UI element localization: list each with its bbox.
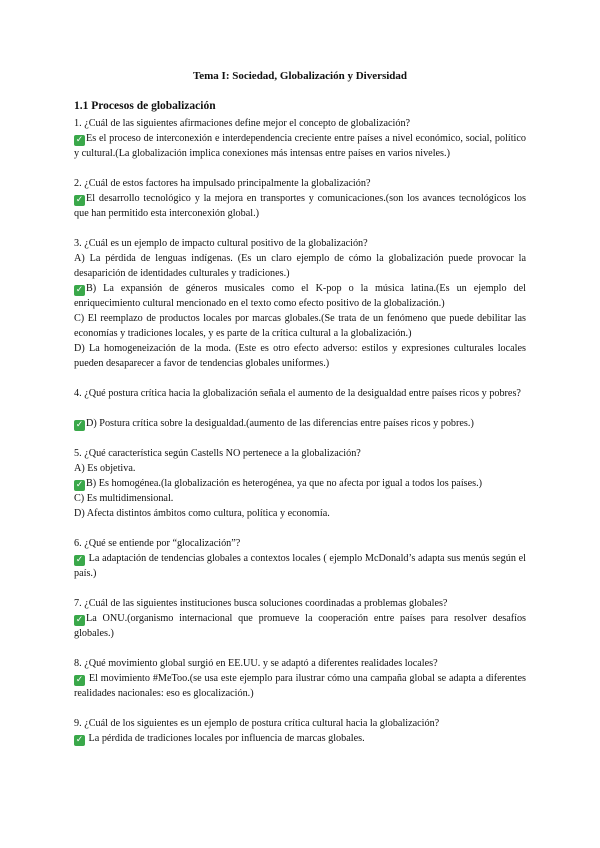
answer-correct: ✓ D) Postura crítica sobre la desigualdad.(aumento de las diferencias entre países ricos y pobres.): [75, 418, 474, 430]
answer-correct: ✓ La pérdida de tradiciones locales por influencia de marcas globales.: [75, 733, 365, 745]
check-icon: ✓: [75, 735, 84, 745]
option-b-correct: ✓ B) Es homogénea.(la globalización es heterogénea, ya que no afecta por igual a todos los países.): [75, 478, 483, 490]
option-d: D) Afecta distintos ámbitos como cultura, política y economía.: [74, 508, 330, 519]
option-b-correct: ✓ B) La expansión de géneros musicales como el K-pop o la música latina.(Es un ejemplo del enriquecimiento cultural mencionado en el texto como efecto positivo de la globalización.): [74, 283, 526, 309]
question-text: 4. ¿Qué postura crítica hacia la globalización señala el aumento de la desigualdad entre países ricos y pobres?: [74, 388, 521, 399]
section-heading: 1.1 Procesos de globalización: [74, 100, 216, 112]
check-icon: ✓: [75, 420, 84, 430]
document-title: Tema I: Sociedad, Globalización y Diversidad: [192, 70, 408, 82]
option-d: D) La homogeneización de la moda. (Este es otro efecto adverso: estilos y expresiones culturales locales pueden desaparecer a favor de tendencias globales uniformes.): [74, 343, 526, 369]
check-icon: ✓: [75, 555, 84, 565]
option-a: A) La pérdida de lenguas indígenas. (Es un claro ejemplo de cómo la globalización puede provocar la desaparición de identidades culturales y tradiciones.): [74, 253, 526, 279]
question-4: [74, 386, 526, 431]
question-9: [74, 716, 526, 746]
check-icon: ✓: [75, 195, 84, 205]
option-c: C) Es multidimensional.: [74, 493, 174, 504]
question-8: [74, 656, 526, 701]
answer-correct: ✓ La ONU.(organismo internacional que promueve la cooperación entre países para resolver desafíos globales.): [74, 613, 526, 639]
question-text: 6. ¿Qué se entiende por “glocalización”?: [74, 538, 241, 549]
question-text: 3. ¿Cuál es un ejemplo de impacto cultural positivo de la globalización?: [74, 238, 368, 249]
question-1: [74, 116, 526, 161]
question-text: 2. ¿Cuál de estos factores ha impulsado principalmente la globalización?: [74, 178, 371, 189]
question-5: [74, 446, 526, 521]
check-icon: ✓: [75, 615, 84, 625]
check-icon: ✓: [75, 480, 84, 490]
question-text: 8. ¿Qué movimiento global surgió en EE.UU. y se adaptó a diferentes realidades locales?: [74, 658, 438, 669]
option-a: A) Es objetiva.: [74, 463, 136, 474]
question-text: 7. ¿Cuál de las siguientes instituciones busca soluciones coordinadas a problemas globales?: [74, 598, 448, 609]
answer-correct: ✓ El movimiento #MeToo.(se usa este ejemplo para ilustrar cómo una campaña global se adapta a diferentes realidades nacionales: eso es glocalización.): [74, 673, 526, 699]
check-icon: ✓: [75, 675, 84, 685]
question-3: [74, 236, 526, 371]
question-text: 1. ¿Cuál de las siguientes afirmaciones define mejor el concepto de globalización?: [74, 118, 411, 129]
questions-list: [74, 116, 526, 746]
answer-correct: ✓ Es el proceso de interconexión e interdependencia creciente entre países a nivel económico, social, político y cultural.(La globalización implica conexiones más intensas entre países en varios niveles.): [74, 133, 526, 159]
question-7: [74, 596, 526, 641]
answer-correct: ✓ La adaptación de tendencias globales a contextos locales ( ejemplo McDonald’s adapta sus menús según el país.): [74, 553, 526, 579]
question-text: 5. ¿Qué característica según Castells NO pertenece a la globalización?: [74, 448, 361, 459]
check-icon: ✓: [75, 285, 84, 295]
option-c: C) El reemplazo de productos locales por marcas globales.(Se trata de un fenómeno que puede debilitar las economías y tradiciones locales, y es parte de la crítica cultural a la globalización.): [74, 313, 526, 339]
check-icon: ✓: [75, 135, 84, 145]
question-text: 9. ¿Cuál de los siguientes es un ejemplo de postura crítica cultural hacia la globalización?: [74, 718, 440, 729]
question-2: [74, 176, 526, 221]
answer-correct: ✓ El desarrollo tecnológico y la mejora en transportes y comunicaciones.(son los avances tecnológicos los que han permitido esta interconexión global.): [74, 193, 526, 219]
question-6: [74, 536, 526, 581]
